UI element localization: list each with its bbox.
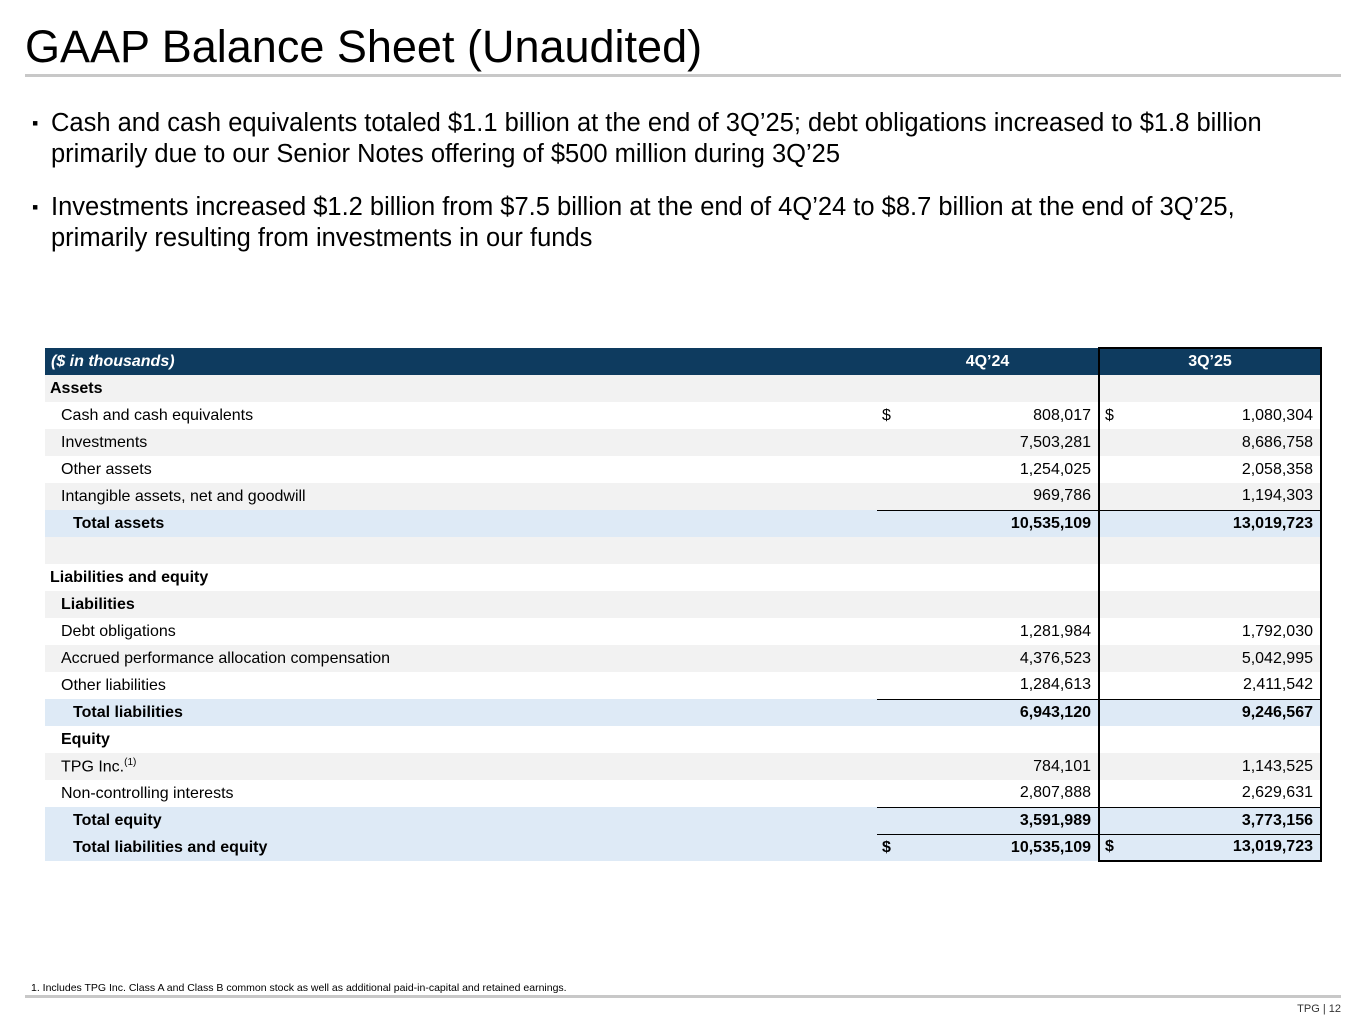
table-row bbox=[45, 645, 1321, 672]
empty-cell bbox=[1099, 375, 1321, 402]
table-row bbox=[45, 780, 1321, 807]
value-3q25: 2,058,358 bbox=[1099, 456, 1321, 483]
subsection-row-liabilities bbox=[45, 591, 1321, 618]
row-label: Accrued performance allocation compensation bbox=[45, 645, 877, 672]
row-label bbox=[45, 753, 877, 780]
row-label: Total equity bbox=[45, 807, 877, 834]
bullet-item bbox=[32, 108, 1332, 170]
empty-cell bbox=[877, 564, 1099, 591]
table-header-row bbox=[45, 348, 1321, 375]
value-3q25: 3,773,156 bbox=[1099, 807, 1321, 834]
value-3q25: 1,143,525 bbox=[1099, 753, 1321, 780]
total-row-assets bbox=[45, 510, 1321, 537]
value-4q24: 3,591,989 bbox=[877, 807, 1099, 834]
empty-cell bbox=[1099, 591, 1321, 618]
bullet-text: Investments increased $1.2 billion from $7.5 billion at the end of 4Q’24 to $8.7 billion at the end of 3Q’25, primarily resulting from investments in our funds bbox=[51, 193, 1235, 252]
empty-cell bbox=[877, 537, 1099, 564]
value-4q24: 7,503,281 bbox=[877, 429, 1099, 456]
bullet-text: Cash and cash equivalents totaled $1.1 billion at the end of 3Q’25; debt obligations increased to $1.8 billion primarily due to our Senior Notes offering of $500 million during 3Q’25 bbox=[51, 109, 1262, 168]
value-4q24 bbox=[877, 834, 1099, 861]
row-label: Total liabilities bbox=[45, 699, 877, 726]
value-4q24 bbox=[877, 402, 1099, 429]
row-label: Cash and cash equivalents bbox=[45, 402, 877, 429]
table-row bbox=[45, 618, 1321, 645]
column-header-4q24: 4Q’24 bbox=[877, 348, 1099, 375]
value-3q25: 9,246,567 bbox=[1099, 699, 1321, 726]
table-row bbox=[45, 402, 1321, 429]
row-label: Equity bbox=[45, 726, 877, 753]
row-label: Intangible assets, net and goodwill bbox=[45, 483, 877, 510]
row-label: Total assets bbox=[45, 510, 877, 537]
table-row bbox=[45, 429, 1321, 456]
value-3q25: 1,792,030 bbox=[1099, 618, 1321, 645]
value-4q24: 2,807,888 bbox=[877, 780, 1099, 807]
row-label: Non-controlling interests bbox=[45, 780, 877, 807]
value-3q25 bbox=[1099, 834, 1321, 861]
title-divider bbox=[25, 74, 1341, 77]
bullet-list bbox=[32, 108, 1332, 276]
row-label: Assets bbox=[45, 375, 877, 402]
row-label-text: TPG Inc. bbox=[61, 758, 125, 776]
value-4q24: 6,943,120 bbox=[877, 699, 1099, 726]
total-row-equity bbox=[45, 807, 1321, 834]
section-row-liabilities-equity bbox=[45, 564, 1321, 591]
row-label: Total liabilities and equity bbox=[45, 834, 877, 861]
currency-symbol: $ bbox=[1105, 838, 1114, 856]
value-4q24: 1,284,613 bbox=[877, 672, 1099, 699]
table-row bbox=[45, 672, 1321, 699]
bullet-marker: ▪ bbox=[32, 197, 39, 217]
total-row-liabilities-equity bbox=[45, 834, 1321, 861]
value-text: 10,535,109 bbox=[1010, 838, 1091, 856]
row-label: Debt obligations bbox=[45, 618, 877, 645]
footnote-ref: (1) bbox=[124, 756, 137, 768]
value-4q24: 1,254,025 bbox=[877, 456, 1099, 483]
empty-cell bbox=[45, 537, 877, 564]
footnote: 1. Includes TPG Inc. Class A and Class B common stock as well as additional paid-in-capital and retained earnings. bbox=[31, 982, 567, 994]
value-3q25 bbox=[1099, 402, 1321, 429]
page-number: TPG | 12 bbox=[1297, 1003, 1341, 1015]
page-title: GAAP Balance Sheet (Unaudited) bbox=[25, 21, 703, 72]
value-text: 13,019,723 bbox=[1232, 838, 1313, 856]
currency-symbol: $ bbox=[882, 838, 891, 856]
row-label: Liabilities bbox=[45, 591, 877, 618]
currency-symbol: $ bbox=[882, 406, 891, 424]
spacer-row bbox=[45, 537, 1321, 564]
value-text: 1,080,304 bbox=[1241, 406, 1313, 424]
units-header: ($ in thousands) bbox=[45, 348, 877, 375]
table-row bbox=[45, 456, 1321, 483]
bullet-marker: ▪ bbox=[32, 113, 39, 133]
row-label: Other assets bbox=[45, 456, 877, 483]
empty-cell bbox=[1099, 564, 1321, 591]
subsection-row-equity bbox=[45, 726, 1321, 753]
empty-cell bbox=[1099, 537, 1321, 564]
value-4q24: 1,281,984 bbox=[877, 618, 1099, 645]
currency-symbol: $ bbox=[1105, 406, 1114, 424]
table-row bbox=[45, 753, 1321, 780]
value-text: 808,017 bbox=[1033, 406, 1091, 424]
row-label: Other liabilities bbox=[45, 672, 877, 699]
bullet-item bbox=[32, 192, 1332, 254]
value-4q24: 10,535,109 bbox=[877, 510, 1099, 537]
value-4q24: 969,786 bbox=[877, 483, 1099, 510]
total-row-liabilities bbox=[45, 699, 1321, 726]
row-label: Liabilities and equity bbox=[45, 564, 877, 591]
section-row-assets bbox=[45, 375, 1321, 402]
value-3q25: 13,019,723 bbox=[1099, 510, 1321, 537]
balance-sheet-table bbox=[45, 347, 1322, 862]
value-3q25: 1,194,303 bbox=[1099, 483, 1321, 510]
column-header-3q25: 3Q’25 bbox=[1099, 348, 1321, 375]
value-3q25: 8,686,758 bbox=[1099, 429, 1321, 456]
value-3q25: 2,629,631 bbox=[1099, 780, 1321, 807]
value-3q25: 2,411,542 bbox=[1099, 672, 1321, 699]
value-4q24: 784,101 bbox=[877, 753, 1099, 780]
value-3q25: 5,042,995 bbox=[1099, 645, 1321, 672]
empty-cell bbox=[1099, 726, 1321, 753]
footer-divider bbox=[25, 995, 1341, 998]
empty-cell bbox=[877, 375, 1099, 402]
empty-cell bbox=[877, 591, 1099, 618]
value-4q24: 4,376,523 bbox=[877, 645, 1099, 672]
empty-cell bbox=[877, 726, 1099, 753]
table-row bbox=[45, 483, 1321, 510]
row-label: Investments bbox=[45, 429, 877, 456]
